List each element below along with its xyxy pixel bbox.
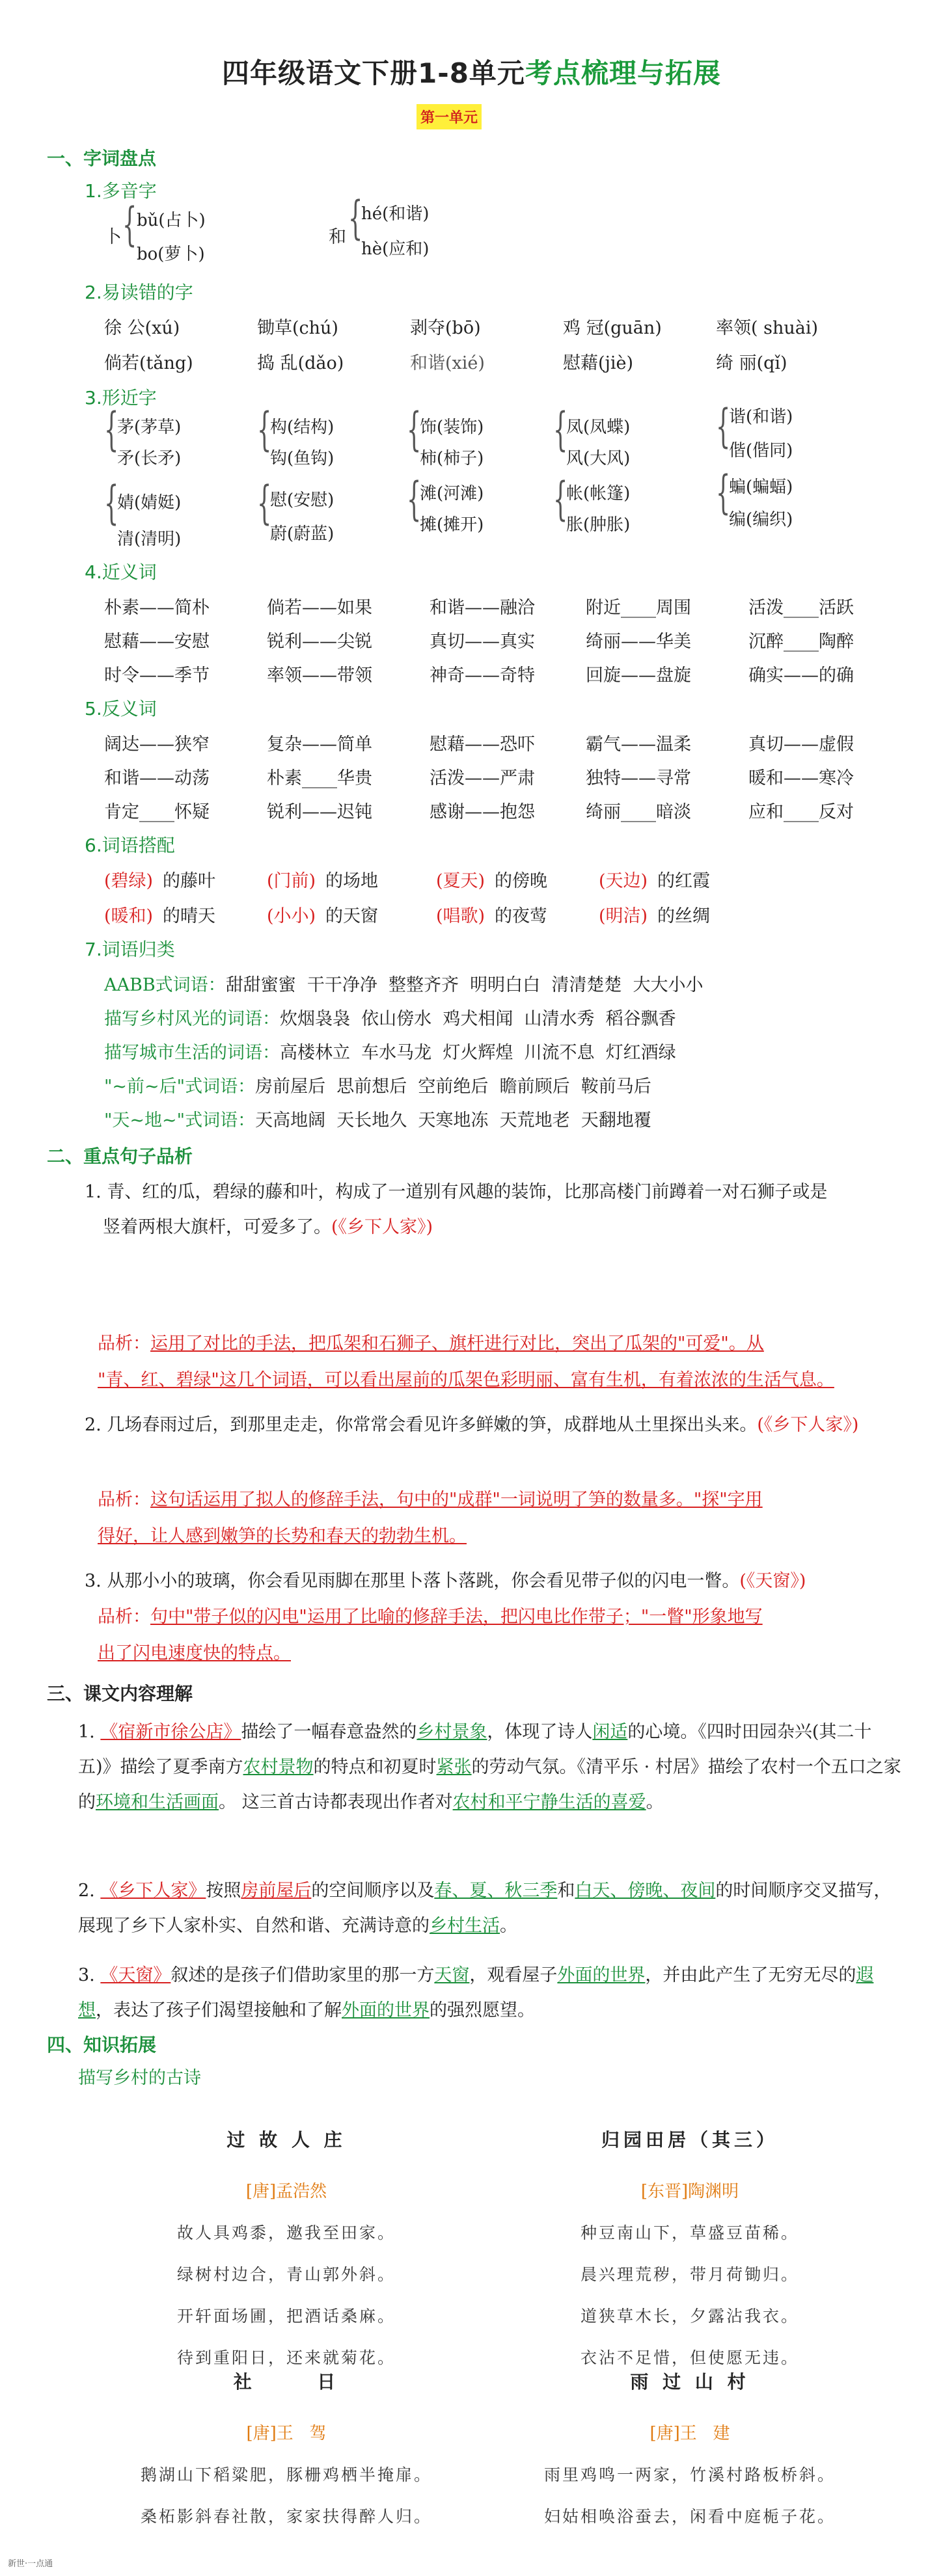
collocation-noun: 的场地: [325, 871, 378, 891]
collocation-word: (明洁): [599, 906, 648, 926]
collocation-word: (暖和): [104, 906, 154, 926]
word: 倘若(tǎng): [104, 353, 193, 373]
sentence-text: 2. 几场春雨过后，到那里走走，你常常会看见许多鲜嫩的笋，成群地从土里探出头来。: [85, 1415, 758, 1435]
similar-char: 偕(偕同): [729, 441, 793, 461]
poem-line: 种豆南山下，草盛豆苗稀。: [580, 2223, 799, 2242]
poem-title: 过 故 人 庄: [226, 2129, 346, 2151]
collocation-noun: 的藤叶: [163, 871, 215, 891]
category-row: [104, 971, 704, 996]
poem-card: [91, 2126, 482, 2368]
analysis-2: [98, 1482, 905, 1555]
text: 的时间顺序交叉: [715, 1881, 839, 1901]
text: 尽的: [821, 1965, 856, 1985]
section-2-heading: 二、重点句子品析: [47, 1146, 193, 1167]
text: 的劳动气氛。《清平乐 · 村居: [471, 1757, 690, 1777]
collocation-noun: 的丝绸: [657, 906, 710, 926]
word: 剥夺(bō): [410, 318, 481, 338]
poem-title: 雨 过 山 村: [630, 2371, 750, 2393]
word-pair: 锐利——尖锐: [267, 632, 372, 652]
text: ，观看屋子: [469, 1965, 558, 1985]
text: 外面的世界: [342, 2000, 430, 2020]
text: 《宿新市徐公店》: [100, 1722, 241, 1742]
text: ，并由此产生了无穷无: [645, 1965, 821, 1985]
text: 闲适: [592, 1722, 628, 1742]
category-row: [104, 1072, 651, 1097]
poem-author: [东晋]陶渊明: [640, 2182, 739, 2201]
brace: {: [553, 472, 568, 526]
content-paragraph-1: [78, 1715, 905, 1820]
poem-author: [唐]王 驾: [246, 2424, 327, 2443]
brace: {: [257, 476, 272, 530]
similar-char: 编(编织): [729, 510, 793, 530]
sentence-1-cont: [103, 1213, 433, 1238]
text: 乡村景象: [417, 1722, 487, 1742]
collocation-noun: 的红霞: [657, 871, 710, 891]
brace: {: [348, 191, 363, 245]
text: 《天窗》: [100, 1965, 171, 1985]
analysis-text: 句中"带子似的闪电"运用了比喻的修辞手法，把闪电比作带子；"一瞥"形象地写: [150, 1607, 763, 1627]
brace: {: [122, 198, 137, 251]
poem-line: 晨兴理荒秽，带月荷锄归。: [580, 2265, 799, 2284]
analysis-text: 这句话运用了拟人的修辞手法，句中的"成群"一词说明了笋的数量多。"探"字用: [150, 1490, 763, 1510]
category-label: AABB式词语：: [104, 975, 226, 995]
sentence-source: (《乡下人家》): [331, 1217, 433, 1237]
sentence-source: (《天窗》): [739, 1571, 806, 1591]
poem-card: [495, 2368, 885, 2527]
word-pair: 回旋——盘旋: [586, 665, 691, 686]
text: ，表达了孩子们渴望接触和了解: [96, 2000, 342, 2020]
collocation-word: (门前): [267, 871, 316, 891]
word-pair: 霸气——温柔: [586, 734, 691, 755]
similar-char: 柿(柿子): [420, 449, 484, 468]
polyphone-he-1: hé(和谐): [361, 204, 430, 224]
word-pair: 慰藉——恐吓: [430, 734, 535, 755]
category-words: 房前屋后 思前想后 空前绝后 瞻前顾后 鞍前马后: [255, 1077, 651, 1097]
word-pair: 复杂——简单: [267, 734, 372, 755]
category-row: [104, 1038, 676, 1064]
collocation-word: (天边): [599, 871, 648, 891]
brace: {: [104, 403, 119, 456]
similar-char: 蝙(蝙蝠): [729, 477, 793, 497]
section-1-heading: 一、字词盘点: [47, 148, 157, 169]
word-pair: 沉醉____陶醉: [748, 632, 854, 652]
category-words: 天高地阔 天长地久 天寒地冻 天荒地老 天翻地覆: [255, 1110, 651, 1131]
polyphone-bu-char: 卜: [104, 227, 122, 247]
word: 慰藉(jiè): [563, 353, 634, 373]
similar-char: 茅(茅草): [117, 418, 182, 437]
text: 紧张: [436, 1757, 472, 1777]
analysis-text: "青、红、碧绿"这几个词语，可以看出屋前的瓜架色彩明丽、富有生机，有着浓浓的生活气息。: [98, 1370, 834, 1390]
collocation-noun: 的晴天: [163, 906, 215, 926]
page-title: [0, 52, 943, 91]
word-pair: 时令——季节: [104, 665, 210, 686]
word-pair: 肯定____怀疑: [104, 802, 210, 822]
text: 。 这三首古诗都表现出作者对: [219, 1792, 453, 1812]
word: 鸡 冠(guān): [563, 318, 662, 338]
poem-title: 归园田居（其三）: [601, 2129, 778, 2151]
sentence-3: [85, 1566, 806, 1592]
similar-char: 婧(婧娗): [117, 493, 182, 513]
word: 绮 丽(qǐ): [716, 353, 787, 373]
brace: {: [257, 403, 272, 456]
poem-line: 故人具鸡黍，邀我至田家。: [176, 2223, 396, 2242]
poem-line: 雨里鸡鸣一两家，竹溪村路板桥斜。: [543, 2465, 836, 2484]
collocation-noun: 的夜莺: [495, 906, 547, 926]
category-row: [104, 1106, 651, 1131]
synonyms-heading: 4.近义词: [85, 561, 157, 583]
word-pair: 绮丽____暗淡: [586, 802, 691, 822]
word: 锄草(chú): [257, 318, 338, 338]
poem-line: 桑柘影斜春社散，家家扶得醉人归。: [140, 2507, 432, 2526]
word-pair: 慰藉——安慰: [104, 632, 210, 652]
poems-subheading: 描写乡村的古诗: [78, 2068, 201, 2088]
brace: {: [553, 403, 568, 456]
poem-card: [495, 2126, 885, 2368]
text: 叙述的是孩子们借助家里的那一方: [171, 1965, 435, 1985]
polyphone-he-2: hè(应和): [361, 239, 430, 259]
text: 白天、傍晚、夜间: [575, 1881, 716, 1901]
similar-char: 慰(安慰): [270, 490, 335, 510]
text: 生活的喜爱: [558, 1792, 646, 1812]
sentence-2: [85, 1410, 858, 1436]
similar-char: 谐(和谐): [729, 407, 793, 427]
title-black: 四年级语文下册1-8单元: [222, 57, 525, 89]
sentence-source: (《乡下人家》): [757, 1415, 859, 1435]
section-4-heading: 四、知识拓展: [47, 2034, 157, 2056]
poem-line: 妇姑相唤浴蚕去，闲看中庭栀子花。: [543, 2507, 836, 2526]
collocation-word: (小小): [267, 906, 316, 926]
similar-char: 矛(长矛): [117, 449, 182, 468]
poem-line: 鹅湖山下稻粱肥，豚栅鸡栖半掩扉。: [140, 2465, 432, 2484]
similar-char: 滩(河滩): [420, 484, 484, 503]
text: 描写，展现了乡下人家朴实、自然和谐、充满诗意的: [78, 1881, 892, 1936]
unit-tag: 第一单元: [417, 104, 482, 129]
title-green: 考点梳理与拓展: [525, 57, 721, 89]
word-pair: 和谐——动荡: [104, 768, 210, 788]
analysis-text: 运用了对比的手法，把瓜架和石狮子、旗杆进行对比，突出了瓜架的"可爱"。从: [150, 1334, 764, 1354]
paragraph-number: 3.: [78, 1965, 95, 1985]
similar-char: 清(清明): [117, 530, 182, 549]
poem-line: 道狭草木长，夕露沾我衣。: [580, 2307, 799, 2326]
analysis-1: [98, 1326, 905, 1399]
word-pair: 确实——的确: [748, 665, 854, 686]
poem-card: [91, 2368, 482, 2527]
text: 和: [557, 1881, 575, 1901]
text: 春、夏、秋三季: [434, 1881, 558, 1901]
category-label: "天~地~"式词语：: [104, 1110, 256, 1131]
word-pair: 真切——虚假: [748, 734, 854, 755]
text: 。: [500, 1916, 517, 1936]
collocation-word: (碧绿): [104, 871, 154, 891]
section-3-heading: 三、课文内容理解: [47, 1683, 193, 1704]
text: 的心境。《四时田园杂兴: [627, 1722, 812, 1742]
word-pair: 阔达——狭窄: [104, 734, 210, 755]
text: 的空间顺序以及: [311, 1881, 435, 1901]
text: (其二十五)》描绘了夏季南方: [78, 1722, 872, 1777]
text: 。: [646, 1792, 664, 1812]
sentence-text: 竖着两根大旗杆，可爱多了。: [103, 1217, 331, 1237]
word-pair: 暖和——寒冷: [748, 768, 854, 788]
word-pair: 神奇——奇特: [430, 665, 535, 686]
text: 的强烈愿望。: [430, 2000, 535, 2020]
word-pair: 锐利——迟钝: [267, 802, 372, 822]
category-label: 描写城市生活的词语：: [104, 1043, 280, 1063]
similar-char: 构(结构): [270, 418, 335, 437]
brace: {: [716, 466, 731, 519]
similar-char: 风(大风): [566, 449, 631, 468]
text: 的特点和初夏时: [313, 1757, 437, 1777]
word: 捣 乱(dǎo): [257, 353, 344, 373]
polyphone-heading: 1.多音字: [85, 180, 157, 202]
collocation-noun: 的天窗: [325, 906, 378, 926]
analysis-label: 品析：: [98, 1607, 150, 1627]
misread-heading: 2.易读错的字: [85, 282, 193, 303]
word-pair: 朴素——简朴: [104, 598, 210, 618]
polyphone-he-char: 和: [329, 227, 346, 247]
text: 农村景物: [243, 1757, 314, 1777]
text: 外面的世界: [557, 1965, 646, 1985]
similar-char: 帐(帐篷): [566, 484, 631, 503]
similar-char: 蔚(蔚蓝): [270, 524, 335, 544]
word-category-heading: 7.词语归类: [85, 939, 175, 960]
word-pair: 附近____周围: [586, 598, 691, 618]
sentence-text: 3. 从那小小的玻璃，你会看见雨脚在那里卜落卜落跳，你会看见带子似的闪电一瞥。: [85, 1571, 740, 1591]
word: 和谐(xié): [410, 353, 485, 373]
sentence-1: 1. 青、红的瓜，碧绿的藤和叶，构成了一道别有风趣的装饰，比那高楼门前蹲着一对石狮子或是: [85, 1182, 828, 1202]
similar-char: 饰(装饰): [420, 418, 484, 437]
poem-line: 绿树村边合，青山郭外斜。: [176, 2265, 396, 2284]
analysis-label: 品析：: [98, 1334, 150, 1354]
analysis-text: 得好，让人感到嫩笋的长势和春天的勃勃生机。: [98, 1526, 467, 1546]
brace: {: [716, 399, 731, 453]
word-pair: 倘若——如果: [267, 598, 372, 618]
word-pair: 应和____反对: [748, 802, 854, 822]
brace: {: [407, 403, 422, 456]
similar-char: 钩(鱼钩): [270, 449, 335, 468]
analysis-label: 品析：: [98, 1490, 150, 1510]
text: 遐 想: [78, 1965, 874, 2020]
poem-author: [唐]孟浩然: [245, 2182, 327, 2201]
polyphone-bu-2: bo(萝卜): [137, 245, 205, 264]
category-words: 甜甜蜜蜜 干干净净 整整齐齐 明明白白 清清楚楚 大大小小: [225, 975, 704, 995]
word-pair: 真切——真实: [430, 632, 535, 652]
text: 乡村生活: [430, 1916, 500, 1936]
similar-char: 胀(肿胀): [566, 515, 631, 535]
collocation-heading: 6.词语搭配: [85, 835, 175, 856]
text: 按照: [206, 1881, 241, 1901]
word-pair: 活泼____活跃: [748, 598, 854, 618]
footer-mark: 新世·一点通: [8, 2559, 53, 2569]
similar-char: 凤(凤蝶): [566, 418, 631, 437]
word-pair: 感谢——抱怨: [430, 802, 535, 822]
collocation-word: (唱歌): [436, 906, 485, 926]
polyphone-bu-1: bǔ(占卜): [137, 211, 206, 230]
content-paragraph-3: [78, 1958, 905, 2028]
poem-line: 待到重阳日，还来就菊花。: [176, 2348, 396, 2367]
text: 》描绘了农村一个五口之家的: [78, 1757, 901, 1812]
paragraph-number: 1.: [78, 1722, 95, 1742]
word: 徐 公(xú): [104, 318, 180, 338]
word-pair: 率领——带领: [267, 665, 372, 686]
word-pair: 活泼——严肃: [430, 768, 535, 788]
word: 率领( shuài): [716, 318, 819, 338]
text: 环境和生活画面: [96, 1792, 219, 1812]
word-pair: 朴素____华贵: [267, 768, 372, 788]
collocation-word: (夏天): [436, 871, 485, 891]
brace: {: [104, 476, 119, 530]
poem-author: [唐]王 建: [649, 2424, 730, 2443]
text: 《乡下人家》: [100, 1881, 206, 1901]
analysis-text: 出了闪电速度快的特点。: [98, 1643, 291, 1663]
content-paragraph-2: [78, 1873, 905, 1944]
collocation-noun: 的傍晚: [495, 871, 547, 891]
paragraph-number: 2.: [78, 1881, 95, 1901]
word-pair: 绮丽——华美: [586, 632, 691, 652]
text: 农村和平宁静: [452, 1792, 558, 1812]
category-label: "~前~后"式词语：: [104, 1077, 256, 1097]
category-label: 描写乡村风光的词语：: [104, 1009, 280, 1029]
similar-chars-heading: 3.形近字: [85, 387, 157, 409]
poem-line: 衣沾不足惜，但使愿无违。: [580, 2348, 799, 2367]
category-words: 炊烟袅袅 依山傍水 鸡犬相闻 山清水秀 稻谷飘香: [280, 1009, 676, 1029]
similar-char: 摊(摊开): [420, 515, 484, 535]
brace: {: [407, 472, 422, 526]
antonyms-heading: 5.反义词: [85, 698, 157, 719]
category-words: 高楼林立 车水马龙 灯火辉煌 川流不息 灯红酒绿: [280, 1043, 676, 1063]
poem-line: 开轩面场圃，把酒话桑麻。: [176, 2307, 396, 2326]
text: 描绘了一幅春意盎然的: [241, 1722, 417, 1742]
analysis-3: [98, 1599, 905, 1672]
word-pair: 独特——寻常: [586, 768, 691, 788]
text: 房前屋后: [241, 1881, 312, 1901]
text: 天窗: [434, 1965, 470, 1985]
word-pair: 和谐——融洽: [430, 598, 535, 618]
text: ，体现了诗人: [487, 1722, 593, 1742]
category-row: [104, 1004, 676, 1030]
poem-title: 社 日: [233, 2371, 340, 2393]
